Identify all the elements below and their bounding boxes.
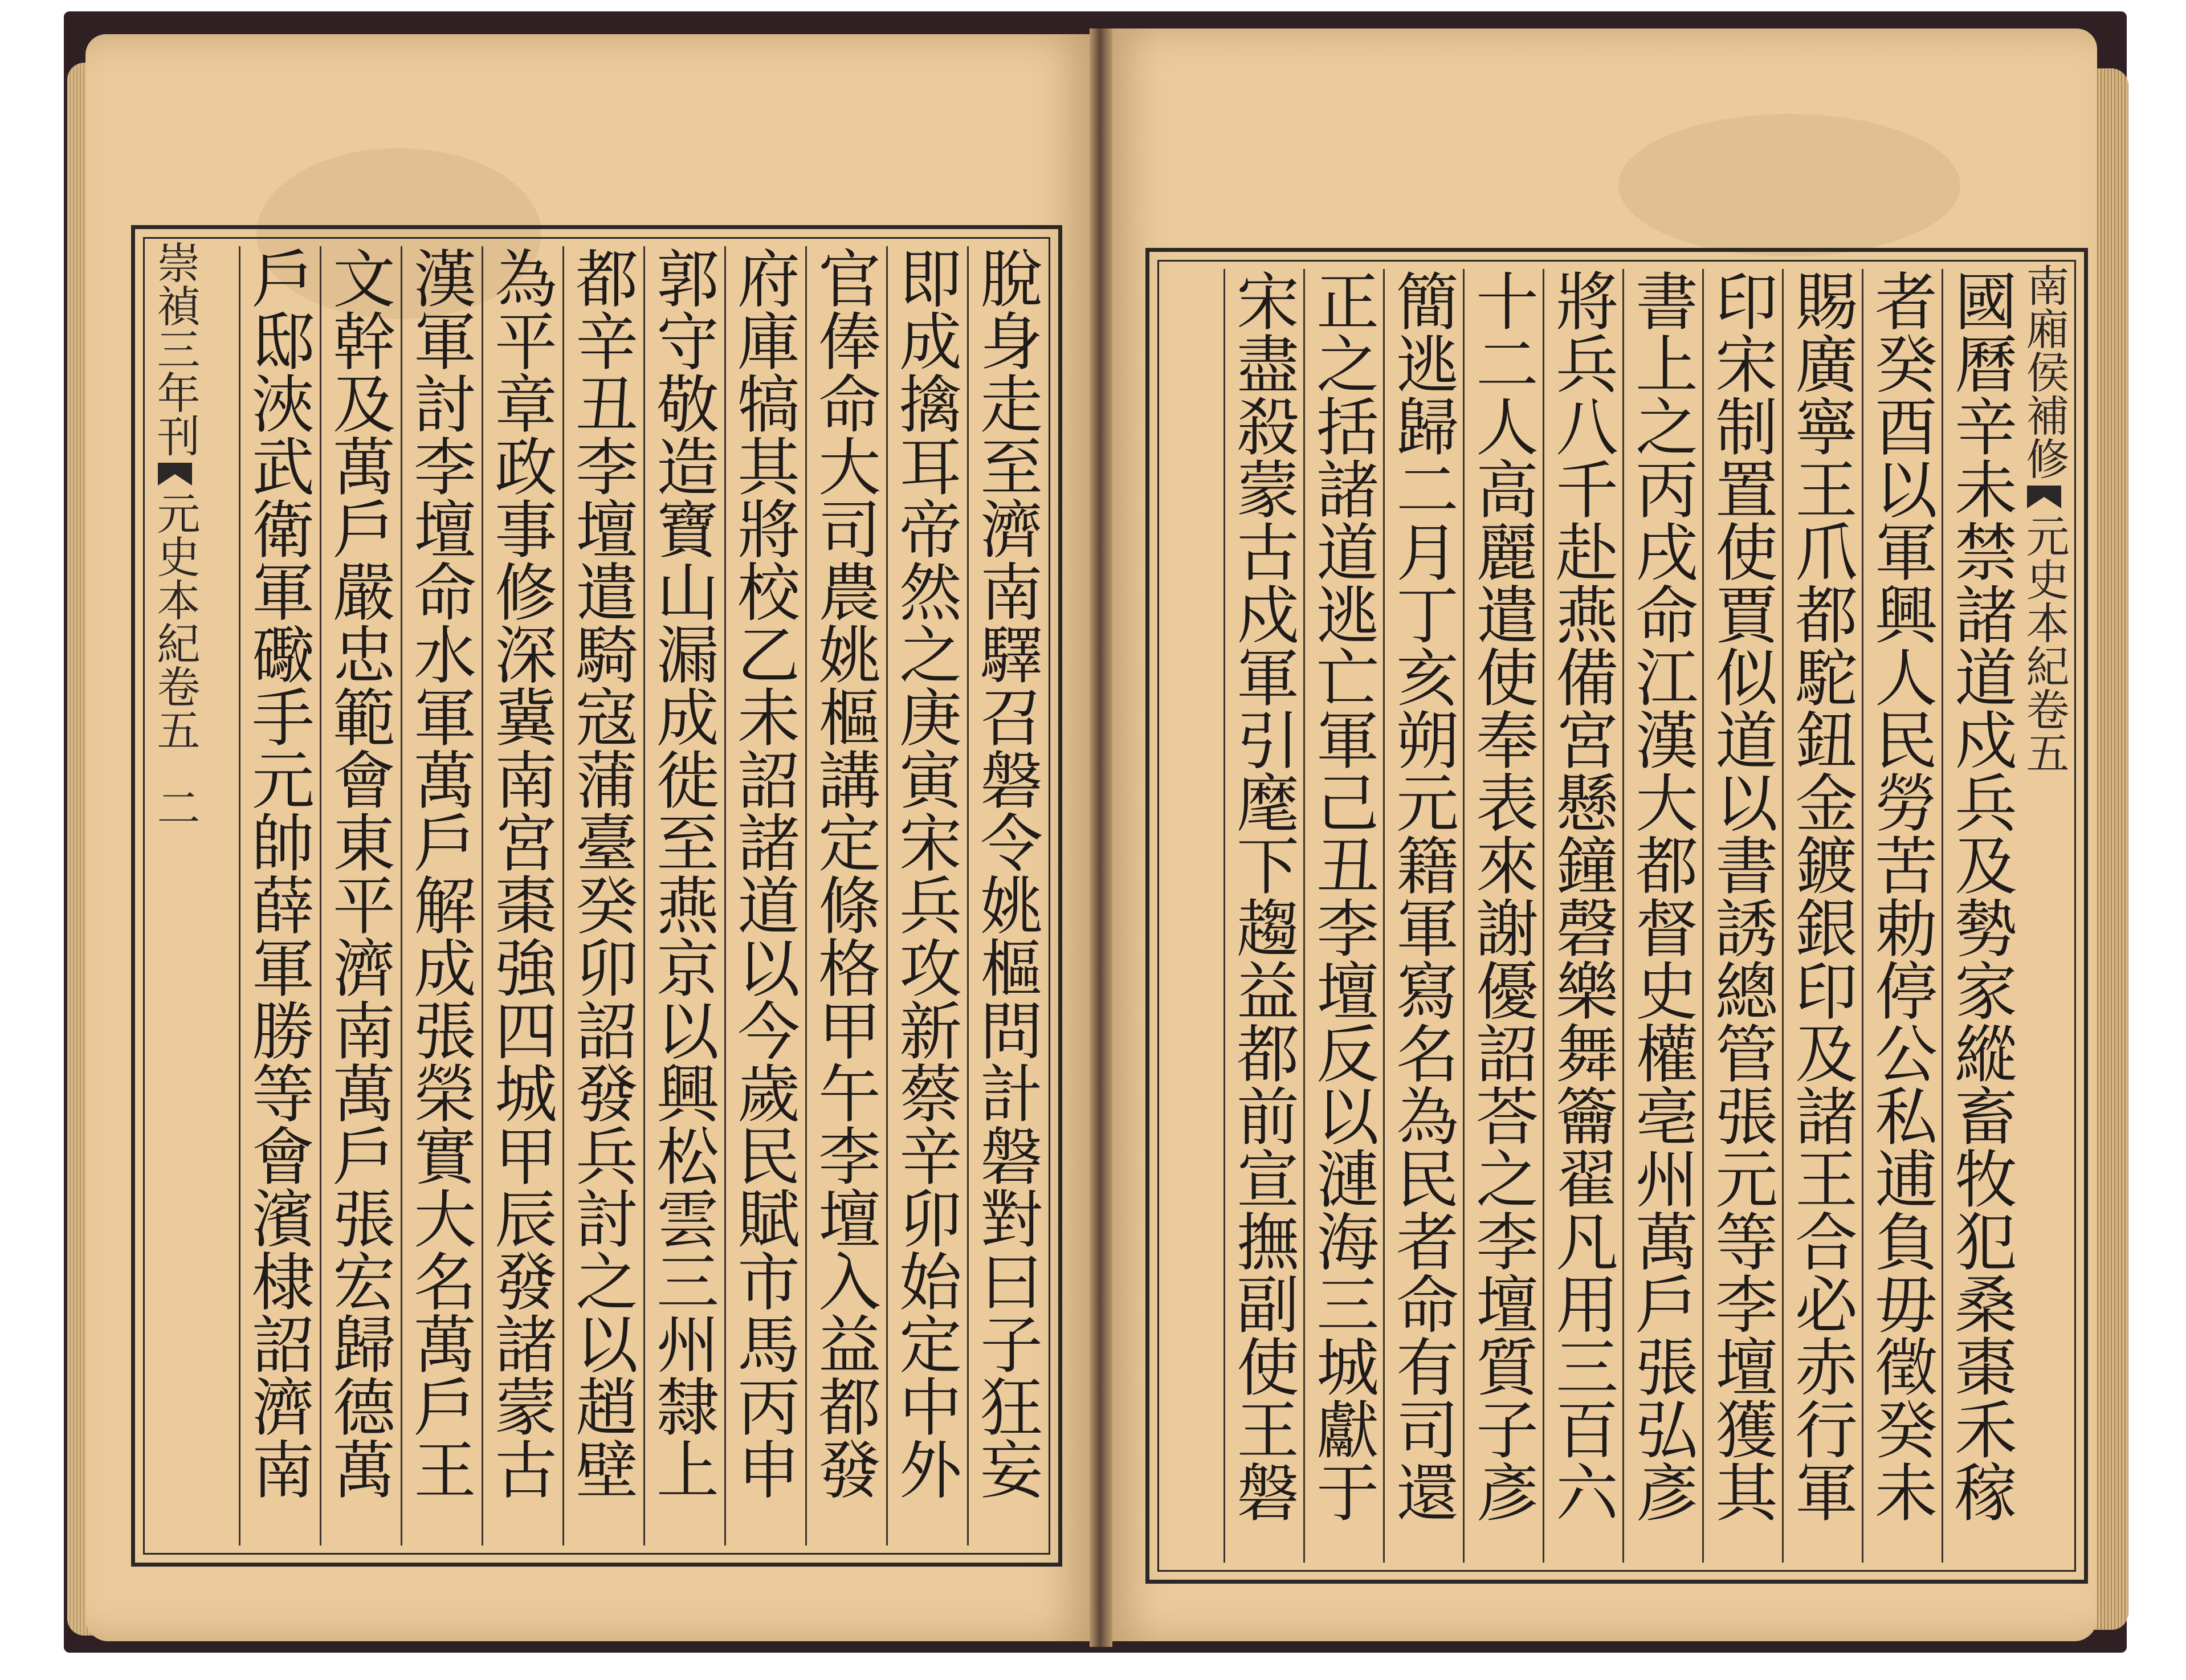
book-title-label: 元史本紀卷五: [150, 491, 201, 751]
left-column-9: [320, 246, 397, 1546]
column-text: 將兵八千赴燕備宮懸鐘磬樂舞籥翟凡用三百六: [1545, 269, 1618, 1523]
fishtail-mark-icon: [2027, 486, 2061, 508]
column-text: 正之括諸道逃亡軍己丑李壇反以漣海三城獻于: [1306, 269, 1379, 1523]
right-column-9: [1303, 269, 1380, 1563]
edition-label: 崇禎三年刊: [150, 240, 201, 457]
column-text: 者癸酉以軍興人民勞苦勅停公私逋負毋徵癸未: [1865, 269, 1938, 1523]
column-text: 府庫犒其將校乙未詔諸道以今歲民賦市馬丙申: [727, 246, 800, 1500]
left-column-2: [886, 246, 963, 1546]
column-text: 十二人高麗遣使奉表來謝優詔荅之李壇質子彥: [1466, 269, 1539, 1523]
column-text: 文幹及萬戶嚴忠範會東平濟南萬戶張宏歸德萬: [323, 246, 395, 1500]
paper-stain: [1618, 114, 1960, 256]
book-title-label: 元史本紀卷五: [2019, 514, 2070, 774]
left-column-6: [562, 246, 639, 1546]
column-text: 官俸命大司農姚樞講定條格甲午李壇入益都發: [808, 246, 881, 1500]
left-column-3: [805, 246, 882, 1546]
column-text: 脫身走至濟南驛召磐令姚樞問計磐對曰子狂妄: [970, 246, 1043, 1500]
left-column-7: [482, 246, 558, 1546]
left-margin-column: [150, 240, 201, 1551]
left-text-frame: [131, 225, 1062, 1567]
column-text: 簡逃歸二月丁亥朔元籍軍寫名為民者命有司還: [1386, 269, 1459, 1523]
column-text: 為平章政事修深冀南宮棗強四城甲辰發諸蒙古: [484, 246, 557, 1500]
edition-label: 南廂侯補修: [2019, 263, 2070, 480]
left-column-1: [967, 246, 1044, 1546]
right-column-4: [1702, 269, 1779, 1563]
right-column-2: [1862, 269, 1939, 1563]
column-text: 漢軍討李壇命水軍萬戶解成張榮實大名萬戶王: [403, 246, 476, 1500]
right-column-6: [1543, 269, 1620, 1563]
right-margin-column: [2019, 263, 2070, 1568]
folio-number: 二: [150, 785, 201, 829]
left-column-4: [724, 246, 801, 1546]
column-text: 都辛丑李壇遣騎寇蒲臺癸卯詔發兵討之以趙壁: [565, 246, 638, 1500]
column-text: 印宋制置使賈似道以書誘總管張元等李壇獲其: [1705, 269, 1778, 1523]
right-column-7: [1463, 269, 1540, 1563]
left-column-10: [239, 246, 316, 1546]
column-text: 即成擒耳帝然之庚寅宋兵攻新蔡辛卯始定中外: [889, 246, 962, 1500]
right-column-8: [1383, 269, 1460, 1563]
book-gutter: [1090, 28, 1112, 1647]
left-column-8: [401, 246, 478, 1546]
right-column-5: [1622, 269, 1699, 1563]
right-column-3: [1782, 269, 1859, 1563]
column-text: 宋盡殺蒙古戍軍引麾下趨益都前宣撫副使王磐: [1226, 269, 1299, 1523]
right-column-1: [1942, 269, 2018, 1563]
column-text: 戶邸浹武衛軍礮手元帥薛軍勝等會濱棣詔濟南: [242, 246, 315, 1500]
right-text-frame: [1145, 248, 2088, 1584]
column-text: 郭守敬造寶山漏成徙至燕京以興松雲三州隸上: [646, 246, 719, 1500]
fishtail-mark-icon: [158, 463, 192, 486]
column-text: 賜廣寧王爪都駝鈕金鍍銀印及諸王合必赤行軍: [1785, 269, 1858, 1523]
right-column-10: [1223, 269, 1300, 1563]
left-column-5: [643, 246, 720, 1546]
column-text: 書上之丙戌命江漢大都督史權亳州萬戶張弘彥: [1625, 269, 1698, 1523]
column-text: 國曆辛未禁諸道戍兵及勢家縱畜牧犯桑棗禾稼: [1944, 269, 2017, 1523]
